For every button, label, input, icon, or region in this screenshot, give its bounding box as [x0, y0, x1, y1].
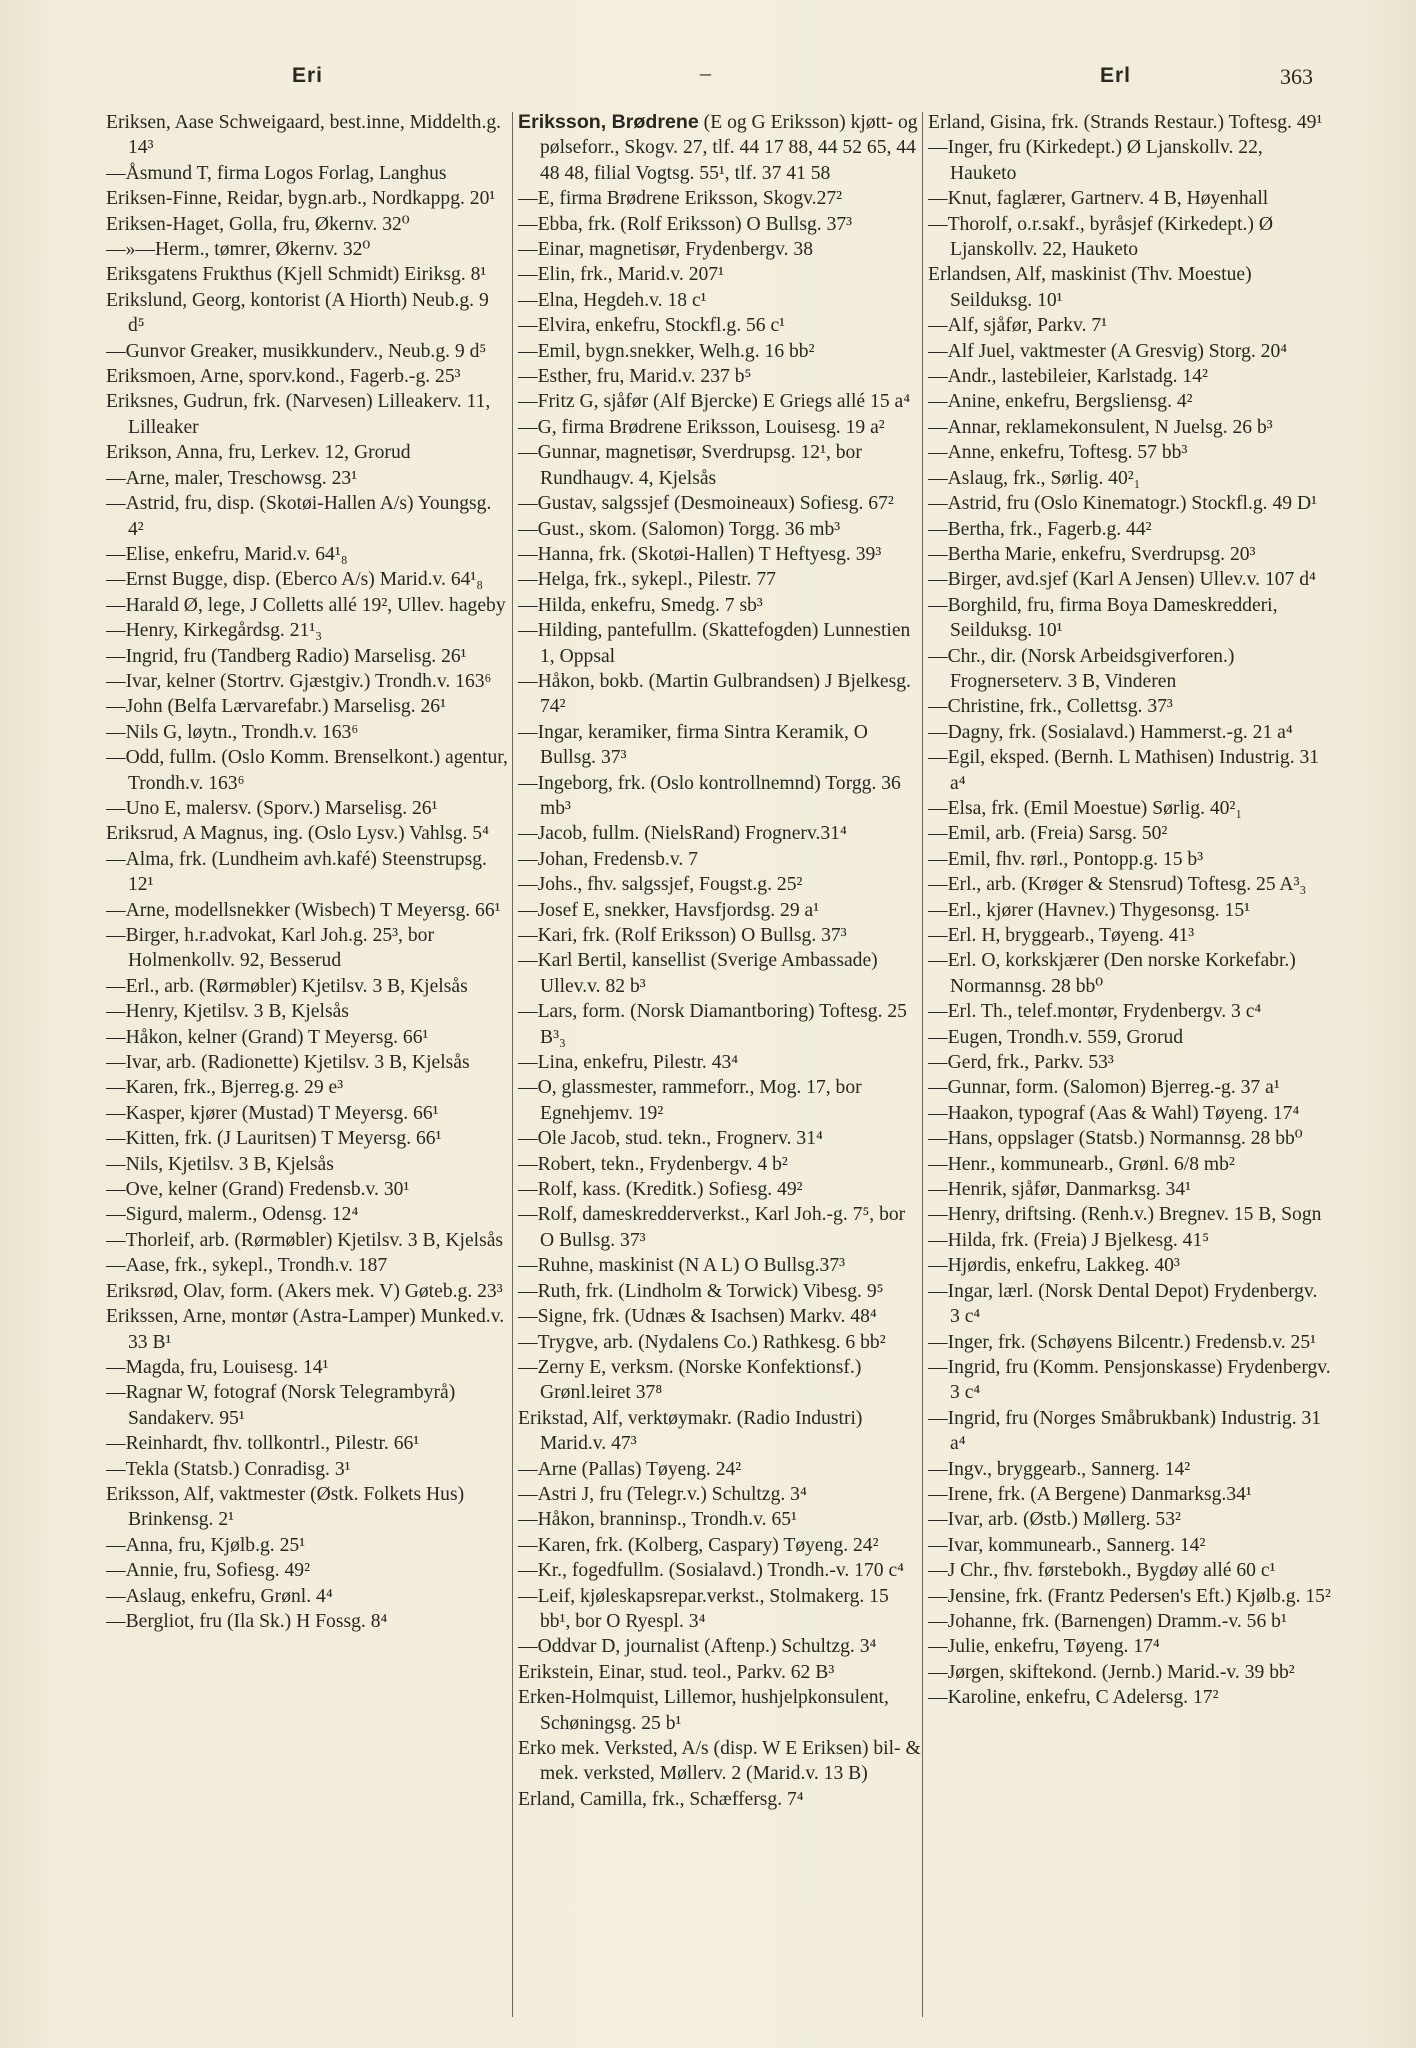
directory-entry: —»—Herm., tømrer, Økernv. 32⁰ — [106, 239, 371, 261]
directory-entry: —Bertha Marie, enkefru, Sverdrupsg. 20³ — [928, 543, 1256, 565]
directory-entry: —Anna, fru, Kjølb.g. 25¹ — [106, 1534, 306, 1556]
directory-entry: —Ivar, arb. (Østb.) Møllerg. 53² — [928, 1509, 1181, 1531]
directory-entry: —John (Belfa Lærvarefabr.) Marselisg. 26¹ — [106, 696, 446, 718]
header-left-keyword: Eri — [292, 64, 324, 87]
directory-entry: —G, firma Brødrene Eriksson, Louisesg. 19 a² — [518, 416, 885, 438]
directory-entry: —Harald Ø, lege, J Colletts allé 19², Ullev. hageby — [106, 594, 506, 616]
directory-entry: —Einar, magnetisør, Frydenbergv. 38 — [518, 239, 813, 261]
directory-entry: —Egil, eksped. (Bernh. L Mathisen) Industrig. 31 a⁴ — [928, 747, 1320, 794]
directory-entry: —Johanne, frk. (Barnengen) Dramm.-v. 56 b¹ — [928, 1610, 1287, 1632]
directory-entry: —Alf Juel, vaktmester (A Gresvig) Storg. 20⁴ — [928, 340, 1288, 362]
directory-entry: —Nils G, løytn., Trondh.v. 163⁶ — [106, 721, 359, 743]
directory-entry: —Lars, form. (Norsk Diamantboring) Toftesg. 25 B³₃ — [518, 1001, 907, 1048]
directory-entry: —Ernst Bugge, disp. (Eberco A/s) Marid.v. 64¹₈ — [106, 569, 484, 591]
directory-entry: —Oddvar D, journalist (Aftenp.) Schultzg. 3⁴ — [518, 1636, 877, 1658]
directory-entry: —Annie, fru, Sofiesg. 49² — [106, 1560, 310, 1582]
directory-entry: —Arne, maler, Treschowsg. 23¹ — [106, 467, 358, 489]
directory-entry: —Ingrid, fru (Tandberg Radio) Marselisg. 26¹ — [106, 645, 467, 667]
directory-entry: —Hilding, pantefullm. (Skattefogden) Lunnestien 1, Oppsal — [518, 620, 911, 667]
directory-entry: —Hanna, frk. (Skotøi-Hallen) T Heftyesg. 39³ — [518, 543, 882, 565]
directory-entry: —Erl., arb. (Krøger & Stensrud) Toftesg. 25 A³₃ — [928, 874, 1307, 896]
directory-entry: —Henry, Kjetilsv. 3 B, Kjelsås — [106, 1001, 349, 1023]
directory-entry: —Kasper, kjører (Mustad) T Meyersg. 66¹ — [106, 1102, 439, 1124]
directory-entry: —Reinhardt, fhv. tollkontrl., Pilestr. 66¹ — [106, 1433, 420, 1455]
entry-text: (E og G Eriksson) kjøtt- og pølseforr., Skogv. 27, tlf. 44 17 88, 44 52 65, 44 48 48, filial Vogtsg. 55¹, tlf. 37 41 58 — [540, 112, 918, 184]
directory-entry: —Uno E, malersv. (Sporv.) Marselisg. 26¹ — [106, 797, 438, 819]
directory-entry: —Dagny, frk. (Sosialavd.) Hammerst.-g. 21 a⁴ — [928, 721, 1293, 743]
directory-entry: —Eugen, Trondh.v. 559, Grorud — [928, 1026, 1184, 1048]
directory-entry: —Karoline, enkefru, C Adelersg. 17² — [928, 1687, 1219, 1709]
directory-entry: —Bergliot, fru (Ila Sk.) H Fossg. 8⁴ — [106, 1610, 388, 1632]
directory-entry: —Gunnar, magnetisør, Sverdrupsg. 12¹, bor Rundhaugv. 4, Kjelsås — [518, 442, 862, 489]
directory-entry: —Elna, Hegdeh.v. 18 c¹ — [518, 289, 707, 311]
directory-entry: —Leif, kjøleskapsrepar.verkst., Stolmakerg. 15 bb¹, bor O Ryespl. 3⁴ — [518, 1585, 889, 1632]
directory-entry: —Astri J, fru (Telegr.v.) Schultzg. 3⁴ — [518, 1483, 807, 1505]
directory-entry: —Erl. Th., telef.montør, Frydenbergv. 3 c⁴ — [928, 1001, 1262, 1023]
directory-entry: —Ragnar W, fotograf (Norsk Telegrambyrå) Sandakerv. 95¹ — [106, 1382, 456, 1429]
directory-entry: —Hjørdis, enkefru, Lakkeg. 40³ — [928, 1255, 1180, 1277]
directory-entry: —J Chr., fhv. førstebokh., Bygdøy allé 60 c¹ — [928, 1560, 1276, 1582]
directory-entry: —Ingv., bryggearb., Sannerg. 14² — [928, 1458, 1191, 1480]
directory-entry: —Thorleif, arb. (Rørmøbler) Kjetilsv. 3 B, Kjelsås — [106, 1229, 504, 1251]
column-left — [106, 110, 510, 2030]
directory-entry: —Håkon, branninsp., Trondh.v. 65¹ — [518, 1509, 797, 1531]
directory-entry: —Arne (Pallas) Tøyeng. 24² — [518, 1458, 742, 1480]
directory-entry — [518, 110, 923, 186]
directory-entry: —Elvira, enkefru, Stockfl.g. 56 c¹ — [518, 315, 786, 337]
directory-entry: Erikssen, Arne, montør (Astra-Lamper) Munked.v. 33 B¹ — [106, 1306, 505, 1353]
directory-entry: —Emil, bygn.snekker, Welh.g. 16 bb² — [518, 340, 815, 362]
directory-entry: —Julie, enkefru, Tøyeng. 17⁴ — [928, 1636, 1160, 1658]
directory-entry: —Gust., skom. (Salomon) Torgg. 36 mb³ — [518, 518, 841, 540]
directory-entry: —Alf, sjåfør, Parkv. 7¹ — [928, 315, 1108, 337]
directory-entry: Erko mek. Verksted, A/s (disp. W E Eriksen) bil- & mek. verksted, Møllerv. 2 (Marid.v. 13 B) — [518, 1738, 921, 1785]
directory-entry: —Erl., kjører (Havnev.) Thygesonsg. 15¹ — [928, 899, 1251, 921]
directory-entry: —Helga, frk., sykepl., Pilestr. 77 — [518, 569, 776, 591]
directory-entry: Eriksnes, Gudrun, frk. (Narvesen) Lilleakerv. 11, Lilleaker — [106, 391, 491, 438]
directory-entry: —Elsa, frk. (Emil Moestue) Sørlig. 40²₁ — [928, 797, 1243, 819]
directory-entry: —Ivar, kommunearb., Sannerg. 14² — [928, 1534, 1206, 1556]
directory-entry: —Josef E, snekker, Havsfjordsg. 29 a¹ — [518, 899, 820, 921]
directory-entry: —Signe, frk. (Udnæs & Isachsen) Markv. 48⁴ — [518, 1306, 877, 1328]
directory-entry: —Fritz G, sjåfør (Alf Bjercke) E Griegs allé 15 a⁴ — [518, 391, 911, 413]
page-header — [0, 60, 1416, 104]
directory-entry: —Rolf, kass. (Kreditk.) Sofiesg. 49² — [518, 1179, 803, 1201]
directory-entry: —Ole Jacob, stud. tekn., Frognerv. 31⁴ — [518, 1128, 823, 1150]
directory-entry: —Trygve, arb. (Nydalens Co.) Rathkesg. 6 bb² — [518, 1331, 886, 1353]
entry-heading: Eriksson, Brødrene — [518, 111, 699, 133]
directory-entry: —Aslaug, enkefru, Grønl. 4⁴ — [106, 1585, 333, 1607]
column-right — [928, 110, 1332, 2030]
directory-entry: —Alma, frk. (Lundheim avh.kafé) Steenstrupsg. 12¹ — [106, 848, 487, 896]
directory-entry: —Johs., fhv. salgssjef, Fougst.g. 25² — [518, 874, 803, 896]
directory-entry: —Henry, Kirkegårdsg. 21¹₃ — [106, 620, 323, 642]
directory-entry: —Inger, frk. (Schøyens Bilcentr.) Fredensb.v. 25¹ — [928, 1331, 1316, 1353]
directory-entry: —Anne, enkefru, Toftesg. 57 bb³ — [928, 442, 1188, 464]
directory-entry: —Hans, oppslager (Statsb.) Normannsg. 28 bb⁰ — [928, 1128, 1303, 1150]
directory-entry: —Arne, modellsnekker (Wisbech) T Meyersg. 66¹ — [106, 899, 501, 921]
directory-entry: —Håkon, bokb. (Martin Gulbrandsen) J Bjelkesg. 74² — [518, 670, 911, 718]
directory-entry: Erland, Camilla, frk., Schæffersg. 7⁴ — [518, 1788, 804, 1810]
directory-entry: Erikson, Anna, fru, Lerkev. 12, Grorud — [106, 442, 411, 464]
directory-entry: Erken-Holmquist, Lillemor, hushjelpkonsulent, Schøningsg. 25 b¹ — [518, 1687, 889, 1734]
directory-entry: —Thorolf, o.r.sakf., byråsjef (Kirkedept.) Ø Ljanskollv. 22, Hauketo — [928, 213, 1273, 261]
directory-entry: —Jensine, frk. (Frantz Pedersen's Eft.) Kjølb.g. 15² — [928, 1585, 1331, 1607]
directory-entry: —Erl., arb. (Rørmøbler) Kjetilsv. 3 B, Kjelsås — [106, 975, 468, 997]
directory-entry: —Birger, h.r.advokat, Karl Joh.g. 25³, bor Holmenkollv. 92, Besserud — [106, 925, 434, 972]
directory-entry: —Knut, faglærer, Gartnerv. 4 B, Høyenhall — [928, 188, 1269, 210]
directory-entry: —Erl. O, korkskjærer (Den norske Korkefabr.) Normannsg. 28 bb⁰ — [928, 950, 1296, 997]
directory-entry: —Håkon, kelner (Grand) T Meyersg. 66¹ — [106, 1026, 429, 1048]
header-mark: ‒ — [700, 60, 711, 85]
directory-entry: —Karl Bertil, kansellist (Sverige Ambassade) Ullev.v. 82 b³ — [518, 950, 878, 997]
directory-entry: —Lina, enkefru, Pilestr. 43⁴ — [518, 1052, 739, 1074]
directory-entry: Erikstein, Einar, stud. teol., Parkv. 62 B³ — [518, 1661, 835, 1683]
directory-entry: —Inger, fru (Kirkedept.) Ø Ljanskollv. 22, Hauketo — [928, 137, 1263, 184]
directory-entry: —Ingar, lærl. (Norsk Dental Depot) Frydenbergv. 3 c⁴ — [928, 1280, 1318, 1328]
directory-entry: Eriksrud, A Magnus, ing. (Oslo Lysv.) Vahlsg. 5⁴ — [106, 823, 489, 845]
directory-entry: Eriksmoen, Arne, sporv.kond., Fagerb.-g. 25³ — [106, 366, 461, 388]
directory-entry: Erikstad, Alf, verktøymakr. (Radio Industri) Marid.v. 47³ — [518, 1407, 863, 1455]
directory-entry: —Ivar, arb. (Radionette) Kjetilsv. 3 B, Kjelsås — [106, 1052, 470, 1074]
directory-entry: Eriksrød, Olav, form. (Akers mek. V) Gøteb.g. 23³ — [106, 1280, 503, 1302]
directory-entry: —Magda, fru, Louisesg. 14¹ — [106, 1356, 329, 1378]
header-right-keyword: Erl — [1100, 64, 1132, 87]
directory-entry: —Ruhne, maskinist (N A L) O Bullsg.37³ — [518, 1255, 845, 1277]
directory-entry: —Anine, enkefru, Bergsliensg. 4² — [928, 391, 1193, 413]
directory-entry: —Andr., lastebileier, Karlstadg. 14² — [928, 366, 1208, 388]
directory-entry: —Henry, driftsing. (Renh.v.) Bregnev. 15 B, Sogn — [928, 1204, 1322, 1226]
directory-entry: —Erl. H, bryggearb., Tøyeng. 41³ — [928, 925, 1195, 946]
directory-entry: —Henr., kommunearb., Grønl. 6/8 mb² — [928, 1153, 1235, 1175]
directory-entry: —Astrid, fru, disp. (Skotøi-Hallen A/s) Youngsg. 4² — [106, 493, 492, 540]
directory-entry: —Ove, kelner (Grand) Fredensb.v. 30¹ — [106, 1179, 410, 1201]
directory-entry: —Tekla (Statsb.) Conradisg. 3¹ — [106, 1458, 351, 1480]
directory-entry: —Bertha, frk., Fagerb.g. 44² — [928, 518, 1152, 540]
directory-entry: —Ruth, frk. (Lindholm & Torwick) Vibesg. 9⁵ — [518, 1280, 884, 1302]
directory-entry: —Åsmund T, firma Logos Forlag, Langhus — [106, 162, 447, 184]
directory-entry: —Aslaug, frk., Sørlig. 40²₁ — [928, 467, 1141, 489]
directory-entry: —Astrid, fru (Oslo Kinematogr.) Stockfl.g. 49 D¹ — [928, 493, 1317, 515]
directory-entry: —Ebba, frk. (Rolf Eriksson) O Bullsg. 37³ — [518, 213, 853, 235]
directory-entry: —Ingar, keramiker, firma Sintra Keramik, O Bullsg. 37³ — [518, 721, 868, 769]
directory-entry: —Ingrid, fru (Komm. Pensjonskasse) Frydenbergv. 3 c⁴ — [928, 1356, 1331, 1404]
directory-entry: —Jacob, fullm. (NielsRand) Frognerv.31⁴ — [518, 823, 847, 845]
directory-entry: Eriksen-Haget, Golla, fru, Økernv. 32⁰ — [106, 213, 410, 235]
directory-entry: —Esther, fru, Marid.v. 237 b⁵ — [518, 366, 752, 388]
directory-entry: Eriksen-Finne, Reidar, bygn.arb., Nordkappg. 20¹ — [106, 188, 496, 210]
directory-entry: —Zerny E, verksm. (Norske Konfektionsf.) Grønl.leiret 37⁸ — [518, 1356, 862, 1404]
directory-entry: —Karen, frk., Bjerreg.g. 29 e³ — [106, 1077, 344, 1099]
directory-entry: Eriksgatens Frukthus (Kjell Schmidt) Eiriksg. 8¹ — [106, 264, 487, 286]
directory-entry: —Ivar, kelner (Stortrv. Gjæstgiv.) Trondh.v. 163⁶ — [106, 670, 492, 692]
directory-entry: —Nils, Kjetilsv. 3 B, Kjelsås — [106, 1153, 334, 1175]
directory-entry: Eriksson, Alf, vaktmester (Østk. Folkets Hus) Brinkensg. 2¹ — [106, 1483, 465, 1531]
directory-entry: —Jørgen, skiftekond. (Jernb.) Marid.-v. 39 bb² — [928, 1661, 1295, 1683]
directory-entry: —Kitten, frk. (J Lauritsen) T Meyersg. 66¹ — [106, 1128, 442, 1150]
directory-entry: Erland, Gisina, frk. (Strands Restaur.) Toftesg. 49¹ — [928, 112, 1323, 133]
directory-entry: —Borghild, fru, firma Boya Dameskredderi, Seilduksg. 10¹ — [928, 594, 1278, 642]
directory-entry: —E, firma Brødrene Eriksson, Skogv.27² — [518, 188, 843, 210]
directory-entry: Erikslund, Georg, kontorist (A Hiorth) Neub.g. 9 d⁵ — [106, 289, 489, 337]
directory-entry: —Chr., dir. (Norsk Arbeidsgiverforen.) Frognerseterv. 3 B, Vinderen — [928, 645, 1235, 692]
directory-entry: —Kari, frk. (Rolf Eriksson) O Bullsg. 37³ — [518, 925, 847, 946]
directory-entry: —Annar, reklamekonsulent, N Juelsg. 26 b³ — [928, 416, 1273, 438]
directory-entry: —Gunvor Greaker, musikkunderv., Neub.g. 9 d⁵ — [106, 340, 487, 362]
directory-entry: —Odd, fullm. (Oslo Komm. Brenselkont.) agentur, Trondh.v. 163⁶ — [106, 747, 508, 794]
directory-entry: —O, glassmester, rammeforr., Mog. 17, bor Egnehjemv. 19² — [518, 1077, 862, 1124]
directory-entry: —Emil, fhv. rørl., Pontopp.g. 15 b³ — [928, 848, 1204, 870]
directory-entry: —Henrik, sjåfør, Danmarksg. 34¹ — [928, 1179, 1192, 1201]
directory-entry: —Irene, frk. (A Bergene) Danmarksg.34¹ — [928, 1483, 1252, 1505]
directory-entry: —Robert, tekn., Frydenbergv. 4 b² — [518, 1153, 788, 1175]
column-divider — [512, 112, 513, 2017]
directory-entry: —Christine, frk., Collettsg. 37³ — [928, 696, 1173, 718]
directory-entry: —Birger, avd.sjef (Karl A Jensen) Ullev.v. 107 d⁴ — [928, 569, 1316, 591]
directory-entry: —Johan, Fredensb.v. 7 — [518, 848, 698, 870]
directory-entry: —Gustav, salgssjef (Desmoineaux) Sofiesg. 67² — [518, 493, 894, 515]
directory-entry: —Sigurd, malerm., Odensg. 12⁴ — [106, 1204, 359, 1226]
directory-entry: —Ingrid, fru (Norges Småbrukbank) Industrig. 31 a⁴ — [928, 1407, 1322, 1455]
directory-entry: Eriksen, Aase Schweigaard, best.inne, Middelth.g. 14³ — [106, 112, 502, 159]
directory-entry: —Aase, frk., sykepl., Trondh.v. 187 — [106, 1255, 388, 1277]
directory-entry: —Rolf, dameskredderverkst., Karl Joh.-g. 7⁵, bor O Bullsg. 37³ — [518, 1204, 906, 1251]
directory-entry: —Emil, arb. (Freia) Sarsg. 50² — [928, 823, 1168, 845]
directory-entry: —Haakon, typograf (Aas & Wahl) Tøyeng. 17⁴ — [928, 1102, 1300, 1124]
directory-entry: —Hilda, frk. (Freia) J Bjelkesg. 41⁵ — [928, 1229, 1210, 1251]
directory-entry: —Gerd, frk., Parkv. 53³ — [928, 1052, 1114, 1074]
directory-entry: —Elise, enkefru, Marid.v. 64¹₈ — [106, 543, 348, 565]
directory-entry: —Elin, frk., Marid.v. 207¹ — [518, 264, 724, 286]
directory-entry: —Hilda, enkefru, Smedg. 7 sb³ — [518, 594, 763, 616]
directory-entry: —Gunnar, form. (Salomon) Bjerreg.-g. 37 a¹ — [928, 1077, 1280, 1099]
column-middle — [518, 110, 923, 2030]
directory-entry: —Karen, frk. (Kolberg, Caspary) Tøyeng. 24² — [518, 1534, 879, 1556]
directory-entry: Erlandsen, Alf, maskinist (Thv. Moestue) Seilduksg. 10¹ — [928, 264, 1252, 311]
directory-entry: —Ingeborg, frk. (Oslo kontrollnemnd) Torgg. 36 mb³ — [518, 772, 901, 819]
page-number: 363 — [1280, 64, 1313, 89]
directory-entry: —Kr., fogedfullm. (Sosialavd.) Trondh.-v. 170 c⁴ — [518, 1560, 904, 1582]
